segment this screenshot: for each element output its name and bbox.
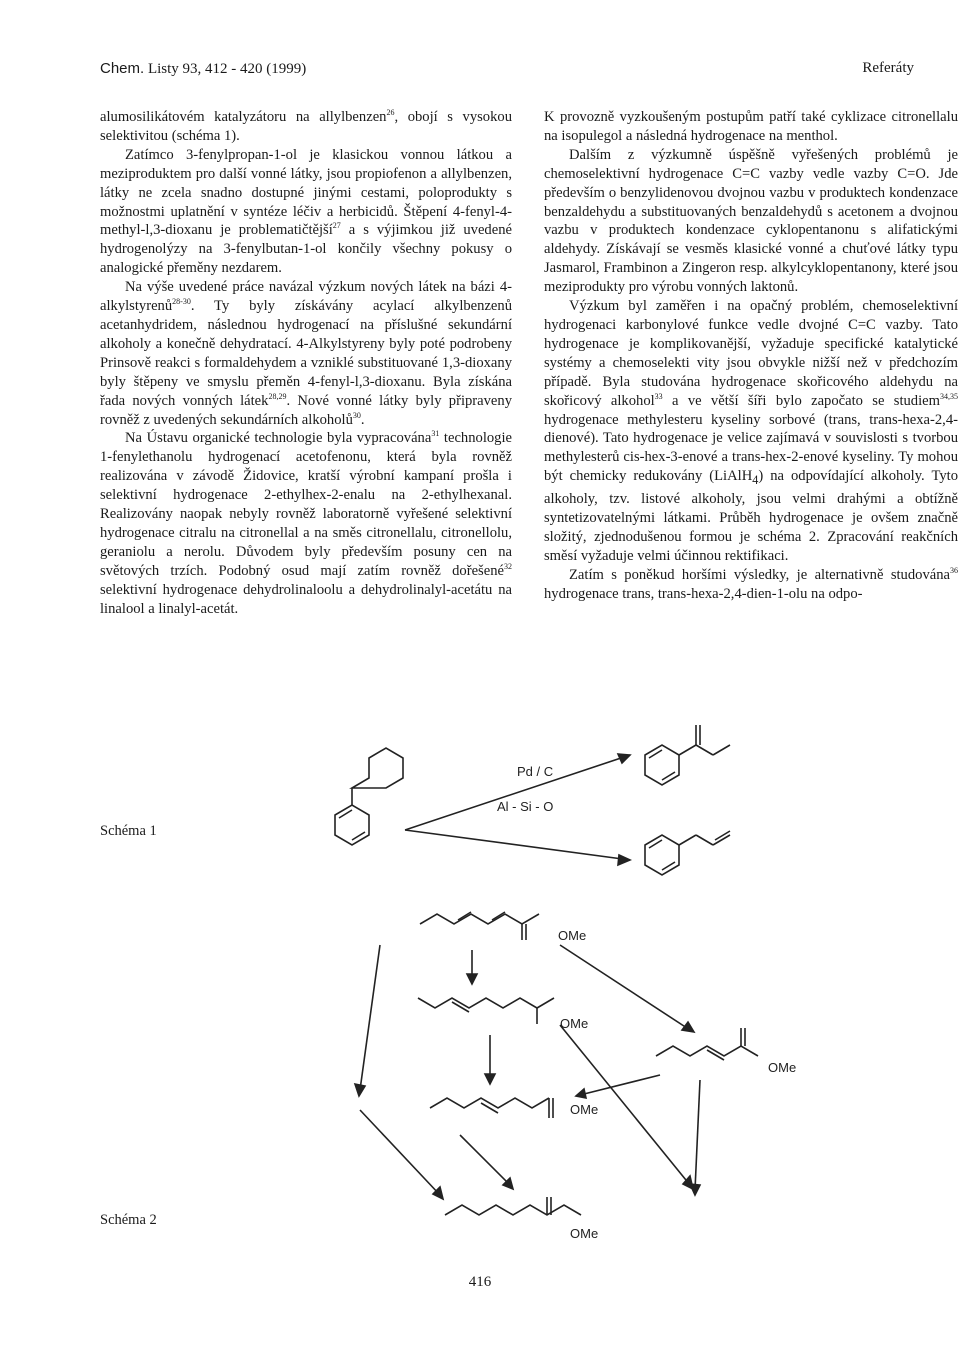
ome-label: OMe — [570, 1102, 599, 1117]
scheme1-label: Schéma 1 — [100, 823, 157, 839]
page-number: 416 — [468, 1274, 492, 1290]
scheme1-diagram — [0, 700, 960, 900]
journal-citation: Listy 93, 412 - 420 (1999) — [144, 61, 307, 77]
journal-name: Chem. — [100, 60, 145, 77]
left-column — [100, 108, 512, 618]
scheme2-diagram — [0, 900, 960, 1245]
scheme2-label: Schéma 2 — [100, 1212, 157, 1228]
dioxane-phenyl-structure — [335, 748, 403, 845]
methyl-hex-3-enoate-structure — [418, 998, 554, 1024]
methyl-hexanoate-structure — [445, 1197, 581, 1215]
running-header — [100, 60, 306, 78]
ome-label: OMe — [570, 1226, 599, 1241]
paragraph: Na Ústavu organické technologie byla vypracována$^{31}$ technologie 1-fenylethanolu hydrogenací acetofenonu, která byla rovněž realizována v závodě Židovice, kratší výrobní kampaní prošla i selektivní hydrogenace 2-ethylhex-2-enalu na 2-ethylhexanal. Realizovány naopak nebyly rovněž laboratorně vyřešené selektivní hydrogenace citralu na citronellal a na směs citronellalu, citronellolu, geraniolu a nerolu. Důvodem byly především posuny cen na světových trzích. Podobný osud mají zatím rovněž dořešené$^{32}$ selektivní hydrogenace dehydrolinaloolu a dehydrolinalyl-acetátu na linalool a linalyl-acetát. — [100, 429, 512, 617]
allylbenzene-structure — [645, 831, 730, 875]
paragraph: Zatím s poněkud horšími výsledky, je alternativně studována$^{36}$ hydrogenace trans, trans-hexa-2,4-dien-1-olu na odpo- — [544, 565, 958, 602]
right-column — [544, 108, 958, 603]
propiophenone-structure — [645, 725, 730, 785]
paragraph: Dalším z výzkumně úspěšně vyřešených problémů je chemoselektivní hydrogenace C=C vazby vedle vazby C=O. Jde především o benzylidenovou dvojnou vazbu v produktech kondenzace benzaldehydu a substituovaných benzaldehydů s acetonem a dvojnou vazbu v produktech kondenzace cyklopentanonu s alifatickými aldehydy. Získávají se vesměs klasické vonné a chuťové látky typu Jasmarol, Frambinon a Zingeron resp. alkylcyklopentanony, které jsou meziprodukty pro výrobu vonných laktonů. — [544, 146, 958, 296]
methyl-hex-2-enoate-structure — [656, 1028, 758, 1060]
catalyst-al-si-label: Al - Si - O — [497, 799, 554, 814]
paragraph: K provozně vyzkoušeným postupům patří také cyklizace citronellalu na isopulegol a následná hydrogenace na menthol. — [544, 109, 958, 144]
section-label: Referáty — [862, 60, 914, 76]
paragraph: Zatímco 3-fenylpropan-1-ol je klasickou vonnou látkou a meziproduktem pro další vonné látky, jsou propiofenon a allylbenzen, látky ne zcela snadno dostupné jinými cestami, poloprodukty s možnostmi uplatnění v syntéze léčiv a herbicidů. Štěpení 4-fenyl-4-methyl-l,3-dioxanu je problematičtější$^{27}$ a s výjimkou již uvedené hydrogenolýzy na 3-fenylbutan-1-ol končily všechny pokusy o analogické přeměny nezdarem. — [100, 146, 512, 277]
methyl-trans-hex-3-enoate-structure — [430, 1098, 553, 1118]
paragraph: Výzkum byl zaměřen i na opačný problém, chemoselektivní hydrogenaci karbonylové funkce vedle dvojné C=C vazby. Tato hydrogenace je komplikovanější, vyžaduje specifické katalytické systémy a chemoselekti vity jsou obvykle nižší než v předchozím případě. Byla studována hydrogenace skořicového aldehydu na skořicový alkohol$^{33}$ a ve větší šíři bylo započato se studiem$^{34,35}$ hydrogenace methylesteru kyseliny sorbové (trans, trans-hexa-2,4-dienové). Tato hydrogenace je velice zajímavá v souvislosti s tvorbou methylesterů cis-hex-3-enové a trans-hex-2-enové kyseliny. Ty mohou být chemicky redukovány (LiAlH$_4$) na odpovídající alkoholy. Tyto alkoholy, tzv. listové alkoholy, jsou velmi drahými a obtížně syntetizovatelnými látkami. Průběh hydrogenace je ovšem značně složitý, zjednodušenou formou je schéma 2. Zpracování reakčních směsí vyžaduje velmi účinnou rektifikaci. — [544, 298, 958, 564]
ome-label: OMe — [558, 928, 587, 943]
paragraph: alumosilikátovém katalyzátoru na allylbenzen$^{26}$, obojí s vysokou selektivitou (schéma 1). — [100, 108, 512, 144]
catalyst-pd-label: Pd / C — [517, 764, 554, 779]
paragraph: Na výše uvedené práce navázal výzkum nových látek na bázi 4-alkylstyrenů$^{28-30}$. Ty byly získávány acylací alkylbenzenů acetanhydridem, následnou hydrogenací na příslušné sekundární alkoholy a konečně dehydratací. 4-Alkylstyreny byly poté podrobeny Prinsově reakci s formaldehydem a vzniklé substituované 1,3-dioxany byly štěpeny ve smyslu přeměn 4-fenyl-l,3-dioxanu. Byla získána řada nových vonných látek$^{28,29}$. Nové vonné látky byly připraveny rovněž z uvedených sekundárních alkoholů$^{30}$. — [100, 279, 513, 428]
ome-label: OMe — [560, 1016, 589, 1031]
methyl-sorbate-structure — [420, 912, 539, 940]
ome-label: OMe — [768, 1060, 797, 1075]
